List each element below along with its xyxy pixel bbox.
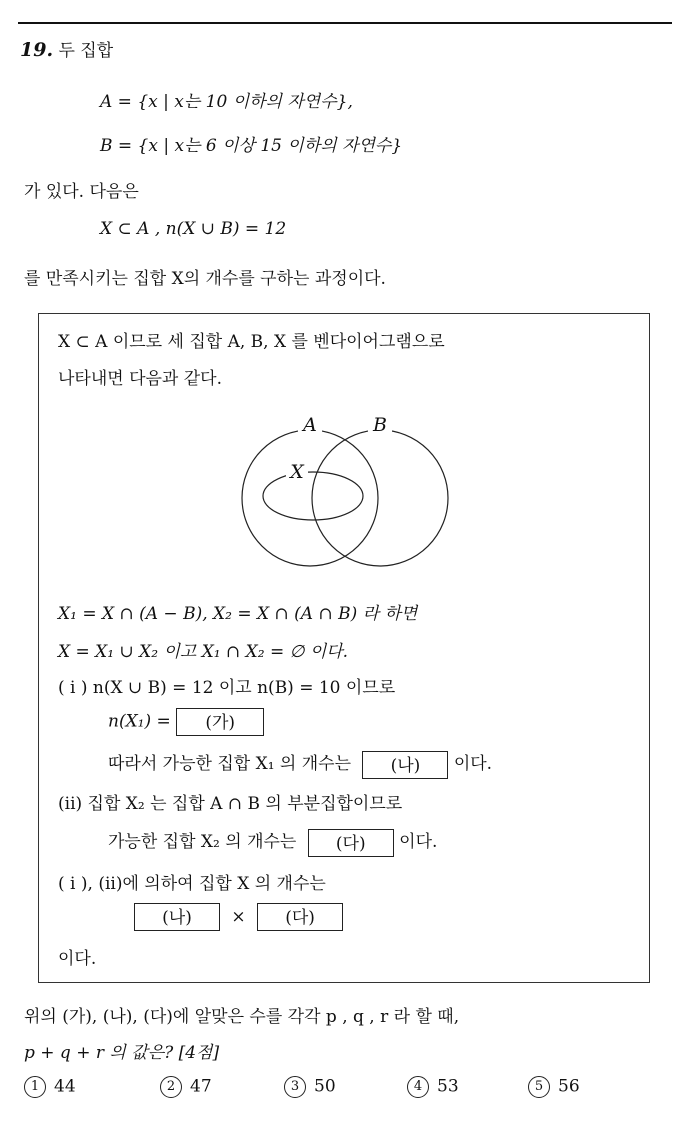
- condition-expression: X ⊂ A , n(X ∪ B) = 12: [100, 219, 287, 239]
- task-text: 를 만족시키는 집합 X의 개수를 구하는 과정이다.: [24, 269, 386, 289]
- set-b-circle: [312, 430, 448, 566]
- choice-5[interactable]: [528, 1076, 580, 1098]
- choice-1[interactable]: [24, 1076, 76, 1098]
- case-1-count-end: 이다.: [453, 754, 493, 774]
- case-2-count-line: [108, 827, 437, 857]
- case-2-count-end: 이다.: [399, 832, 438, 852]
- question-number: 19.: [20, 39, 54, 61]
- venn-diagram: [230, 408, 460, 578]
- blank-da: (다): [308, 829, 394, 857]
- prompt-line-2: p + q + r 의 값은? [4점]: [24, 1043, 220, 1063]
- product-blank-da: (다): [257, 903, 343, 931]
- venn-label-b: B: [373, 414, 387, 436]
- choice-4[interactable]: [407, 1076, 459, 1098]
- product-blank-na: (나): [134, 903, 220, 931]
- choice-4-value: 53: [437, 1076, 459, 1097]
- prompt-line-1: 위의 (가), (나), (다)에 알맞은 수를 각각 p , q , r 라 할 때,: [24, 1007, 460, 1027]
- case-1-equation-left: n(X₁) =: [108, 711, 171, 732]
- case-1-equation: [108, 708, 264, 736]
- set-b-definition: B = {x | x는 6 이상 15 이하의 자연수}: [100, 136, 403, 156]
- union-line: X = X₁ ∪ X₂ 이고 X₁ ∩ X₂ = ∅ 이다.: [58, 642, 349, 662]
- case-1-heading: ( i ) n(X ∪ B) = 12 이고 n(B) = 10 이므로: [58, 678, 396, 698]
- times-symbol: ×: [231, 906, 246, 927]
- choice-2[interactable]: [160, 1076, 212, 1098]
- choice-4-mark: 4: [407, 1076, 429, 1098]
- blank-ga: (가): [176, 708, 264, 736]
- set-x-ellipse: [263, 472, 363, 520]
- choice-1-value: 44: [54, 1076, 76, 1097]
- question-header: [20, 36, 113, 61]
- product-expression: [134, 903, 343, 931]
- choice-5-value: 56: [558, 1076, 580, 1097]
- box-end-text: 이다.: [58, 949, 97, 969]
- choice-3[interactable]: [284, 1076, 336, 1098]
- choice-1-mark: 1: [24, 1076, 46, 1098]
- venn-label-x: X: [290, 461, 304, 483]
- conclusion-heading: ( i ), (ii)에 의하여 집합 X 의 개수는: [58, 874, 326, 894]
- definition-line: X₁ = X ∩ (A − B), X₂ = X ∩ (A ∩ B) 라 하면: [58, 604, 418, 624]
- case-1-count-line: [108, 749, 492, 779]
- venn-label-a: A: [303, 414, 317, 436]
- choice-3-mark: 3: [284, 1076, 306, 1098]
- box-line-2: 나타내면 다음과 같다.: [58, 369, 223, 389]
- choice-5-mark: 5: [528, 1076, 550, 1098]
- case-1-count-text: 따라서 가능한 집합 X₁ 의 개수는: [108, 754, 352, 774]
- choice-2-mark: 2: [160, 1076, 182, 1098]
- case-2-count-text: 가능한 집합 X₂ 의 개수는: [108, 832, 297, 852]
- blank-na: (나): [362, 751, 448, 779]
- set-a-circle: [242, 430, 378, 566]
- case-2-heading: (ii) 집합 X₂ 는 집합 A ∩ B 의 부분집합이므로: [58, 794, 403, 814]
- set-a-definition: A = {x | x는 10 이하의 자연수},: [100, 92, 353, 112]
- top-rule: [18, 22, 672, 24]
- choice-2-value: 47: [190, 1076, 212, 1097]
- box-line-1: X ⊂ A 이므로 세 집합 A, B, X 를 벤다이어그램으로: [58, 332, 445, 352]
- there-are-text: 가 있다. 다음은: [24, 182, 139, 202]
- choice-3-value: 50: [314, 1076, 336, 1097]
- question-intro: 두 집합: [58, 41, 114, 61]
